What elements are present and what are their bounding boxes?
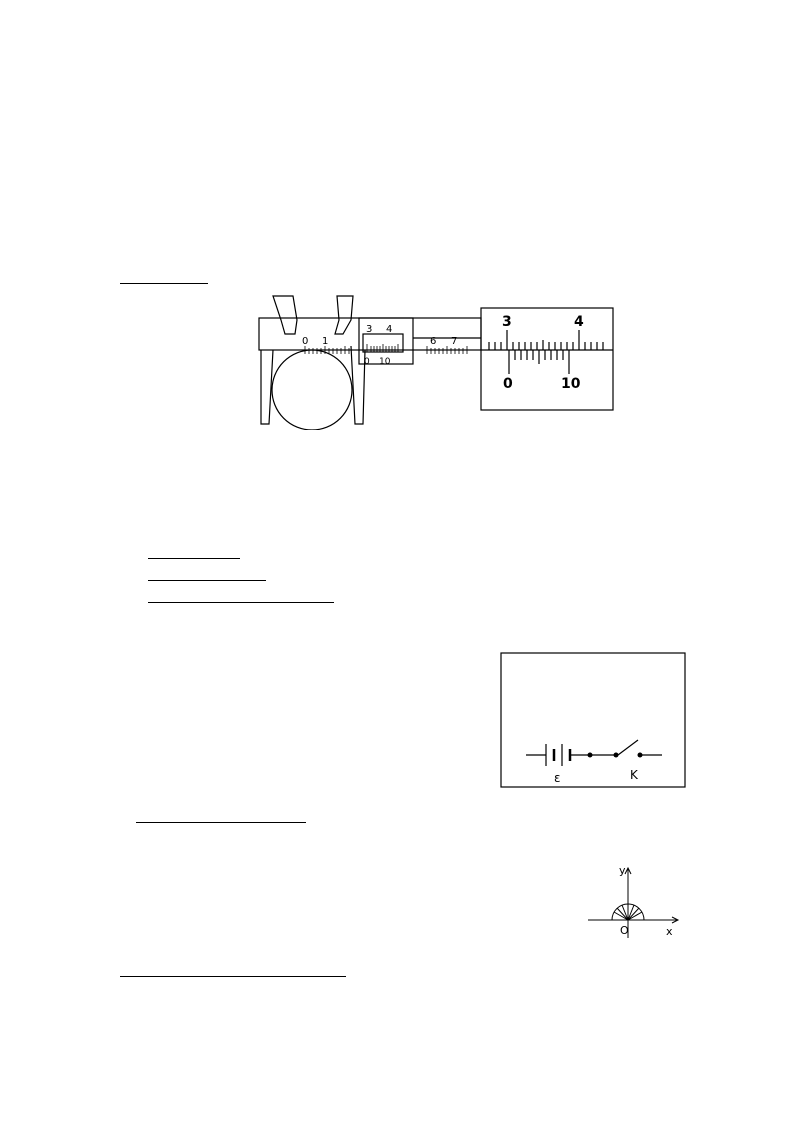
main-scale-label: 3 (366, 324, 373, 335)
movable-jaw-lower (351, 346, 365, 424)
fixed-jaw-upper (273, 296, 297, 334)
source-label: ε (554, 771, 561, 785)
switch-contact (638, 753, 643, 758)
movable-jaw-upper (335, 296, 353, 334)
q18-max-y-blank[interactable] (234, 962, 346, 977)
circuit-drawing-box[interactable] (500, 652, 686, 788)
origin-label: O (620, 924, 629, 937)
q17-part1-line (136, 808, 706, 830)
q15-answer-blank[interactable] (120, 269, 208, 284)
zoom-vernier-label: 0 (503, 376, 513, 392)
q15-text-line2 (120, 269, 690, 291)
q18-text-line4 (120, 962, 690, 984)
switch-label: K (630, 768, 638, 782)
zoom-vernier-label: 10 (561, 376, 581, 392)
q18-max-x-blank[interactable] (120, 962, 234, 977)
q16-sub2-blank[interactable] (148, 588, 334, 603)
ion-source-axes-figure (584, 862, 684, 942)
vernier-ticks (367, 344, 398, 352)
x-axis-label: x (666, 925, 673, 938)
main-scale-label: 7 (451, 336, 458, 347)
workpiece-circle (272, 350, 352, 430)
q16-sub1-line (148, 566, 718, 588)
main-scale-label: 6 (430, 336, 437, 347)
main-scale-label: 4 (386, 324, 393, 335)
vernier-caliper-figure (255, 290, 615, 430)
q16-answer-line (148, 544, 718, 566)
zoom-main-label: 3 (502, 314, 512, 330)
q16-sub1-blank[interactable] (148, 566, 266, 581)
main-scale-label: 0 (302, 336, 309, 347)
vernier-label: 0 (364, 357, 370, 367)
junction-dot (588, 753, 593, 758)
main-scale-label: 1 (322, 336, 329, 347)
q16-answer-blank[interactable] (148, 544, 240, 559)
zoom-box (481, 308, 613, 410)
zoom-scale (481, 330, 613, 374)
fixed-jaw-lower (261, 350, 273, 424)
switch-pivot (614, 753, 619, 758)
y-axis-label: y (619, 864, 626, 877)
main-scale-labels (302, 324, 457, 347)
zoom-main-label: 4 (574, 314, 584, 330)
q16-sub2-line (148, 588, 718, 610)
vernier-label: 10 (379, 357, 391, 367)
q17-part1-blank[interactable] (136, 808, 306, 823)
